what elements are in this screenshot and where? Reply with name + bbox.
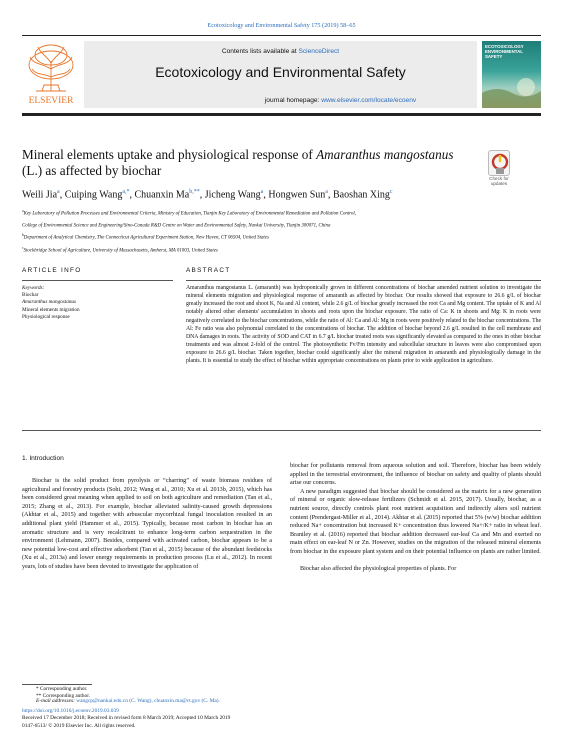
homepage-line — [84, 97, 477, 104]
title-part2: (L.) as affected by biochar — [22, 163, 162, 178]
affiliation-text: Department of Analytical Chemistry, The Connecticut Agricultural Experiment Station, New Haven, CT 06504, United States — [23, 236, 269, 242]
affiliation-line — [22, 244, 541, 256]
corresponding-author-note: * Corresponding author. — [36, 686, 88, 692]
crossmark-button[interactable] — [488, 150, 510, 176]
author-affiliation-marker[interactable]: b,** — [189, 189, 200, 195]
affiliations — [22, 207, 541, 256]
crossmark-label: Check for updates — [489, 176, 509, 186]
body-paragraph: Biochar also affected the physiological properties of plants. For — [300, 566, 457, 573]
received-dates: Received 17 December 2018; Received in revised form 8 March 2019; Accepted 10 March 2019 — [22, 715, 231, 721]
email-label: E-mail addresses: — [36, 698, 77, 704]
affiliation-marker: a — [22, 209, 24, 213]
elsevier-logo — [22, 41, 80, 107]
affiliation-marker: c — [22, 245, 24, 250]
publication-info — [22, 698, 541, 729]
affiliation-line — [22, 219, 541, 231]
keyword-item: Biochar — [22, 292, 39, 299]
author-affiliation-marker[interactable]: a — [57, 189, 60, 195]
elsevier-wordmark: ELSEVIER — [28, 96, 74, 106]
title-part1: Mineral elements uptake and physiological response of — [22, 147, 317, 162]
body-paragraph: Biochar is the solid product from pyrolysis or “charring” of waste biomass residues of agricultural and forestry products (Sohi, 2012; Wang et al., 2010; Xu et al. 2013b, 2015), which has been considered great meaning when applied to soil on both agriculture and remediation (Tan et al., 2015; Zhang et al., 2013). For example, biochar alleviated salinity-caused growth depressions (Akhtar et al., 2015) and together with arbuscular mycorrhizal fungal inoculation resulted in an additional plant yield (Hammer et al., 2015). Typically, because most carbon in biochar has an aromatic structure and is very recalcitrant to enhance long-term carbon sequestration in the environment (Lehmann, 2007). Besides, compared with activated carbon, biochar appears to be a new potential low-cost and effective adsorbent (Tan et al., 2015) because of the abundant feedstocks (Xu et al., 2013a) and lower energy requirements in production process (Lu et al., 2012). In recent years, lots of studies have been devoted to investigate the application of — [22, 478, 272, 570]
abstract-bottom-divider — [22, 430, 541, 431]
body-column-left — [22, 477, 272, 572]
header-thick-divider — [22, 113, 541, 116]
journal-title: Ecotoxicology and Environmental Safety — [155, 64, 406, 80]
author-name[interactable]: Chuanxin Ma — [134, 189, 190, 201]
abstract-heading: ABSTRACT — [186, 267, 231, 274]
journal-citation-line[interactable]: Ecotoxicology and Environmental Safety 175 (2019) 58–65 — [207, 22, 356, 29]
doi-link[interactable]: https://doi.org/10.1016/j.ecoenv.2019.03.039 — [22, 707, 119, 714]
keywords-heading: Keywords: — [22, 285, 45, 291]
cover-text: ECOTOXICOLOGY ENVIRONMENTAL SAFETY — [485, 44, 524, 59]
author-name[interactable]: Cuiping Wang — [64, 189, 123, 201]
author-affiliation-marker[interactable]: a — [325, 189, 328, 195]
copyright-line: 0147-6513/ © 2019 Elsevier Inc. All rights reserved. — [22, 722, 136, 729]
keyword-item: Mineral elements migration — [22, 306, 80, 313]
abstract-divider — [186, 280, 541, 281]
top-divider — [22, 35, 541, 36]
author-affiliation-marker[interactable]: a — [260, 189, 264, 195]
affiliation-marker: b — [22, 233, 24, 238]
title-species: Amaranthus mangostanus — [316, 147, 454, 162]
keywords-divider — [22, 280, 173, 281]
body-column-right — [290, 462, 541, 574]
author-affiliation-marker[interactable]: c — [389, 189, 393, 195]
homepage-link[interactable]: www.elsevier.com/locate/ecoenv — [321, 97, 417, 104]
article-title — [22, 147, 472, 179]
affiliation-text: Stockbridge School of Agriculture, University of Massachusetts, Amherst, MA 01003, United States — [23, 248, 218, 254]
email-links[interactable]: wangcp@nankai.edu.cn (C. Wang), chuanxin.ma@ct.gov (C. Ma). — [76, 698, 220, 704]
keyword-item: Physiological response — [22, 313, 70, 320]
introduction-heading: 1. Introduction — [22, 455, 64, 462]
author-name[interactable]: Weili Jia — [22, 189, 58, 201]
author-name[interactable]: Hongwen Sun — [268, 189, 326, 201]
affiliation-text: College of Environmental Science and Engineering/Sino-Canada R&D Centre on Water and Environmental Safety, Nankai University, Tianjin 300071, China — [22, 223, 331, 229]
homepage-label: journal homepage: — [264, 97, 322, 104]
keywords-block — [22, 285, 172, 321]
affiliation-line — [22, 231, 541, 243]
affiliation-text: Key Laboratory of Pollution Processes and Environmental Criteria, Ministry of Education, Tianjin Key Laboratory of Environmental Remediation and Pollution Control, — [23, 211, 356, 217]
contents-prefix: Contents lists available at — [221, 48, 299, 55]
author-affiliation-marker[interactable]: a,* — [122, 189, 130, 195]
article-info-heading: ARTICLE INFO — [22, 267, 82, 274]
abstract-text: Amaranthus mangostanus L. (amaranth) was hydroponically grown in different concentrations of biochar amended nutrient solution to investigate the mineral elements migration and physiological response of amaranth as affected by biochar. Our results showed that exposure to 26.6 g/L of biochar greatly increased the root and shoot K, Na and Al content, while 2.6 g/L of biochar greatly increased the root Ca and Mg content. The uptake of K and Al notably altered other elements' accumulation in shoots and roots upon the biochar exposure. The ratio of Ca: K in shoots and Mg: K in roots were negatively correlated to the biochar concentrations, while the ratio of Al: Ca and Al: Mg in roots were positively related to the biochar concentrations. The Al: Fe ratio was also polynomial correlated to the concentrations of biochar. The addition of biochar beyond 2.6 g/L resulted in the cell membrane and DNA damages in roots. The activity of SOD and CAT in 6.7 g/L biochar treated roots was significantly elevated as compared to the ones in other biochar treatments and was almost 2-fold of the control. The photosynthetic Fv/Fm intensity and subcellular structure in leaves were also compromised upon exposure to 26.6 g/L biochar. Taken together, biochar could significantly alter the mineral migration in amaranth and physiologically damage in the plants. It is essential to study the effect of biochar within appropriate concentrations on plants prior to wide application in agriculture. — [186, 285, 542, 365]
author-name[interactable]: Jicheng Wang — [204, 189, 261, 201]
body-paragraph: A new paradigm suggested that biochar should be considered as the matrix for a new generation of mineral or organic slow-release fertilizers (Schmidt et al. 2015, 2017). Usually, biochar, as a nutrient source, directly controls plant root nutrient acquisition and indirectly alters soil nutrient content (Prendergast-Miller et al., 2014). Akhtar et al. (2015) reported that 5% (w/w) biochar addition reduced Na+ concentration but increased K+ concentration thus lowered Na+/K+ ratio in wheat leaf. Brantley et al. (2016) reported that biochar addition decreased ear-leaf Ca and Mn and exerted no main effect on ear-leaf N or Zn. However, studies on the migration of the released mineral elements from biochar in the exposure plant system and on their potential influence on plants are rather limited. — [290, 488, 541, 555]
footnote-divider — [22, 684, 92, 685]
sciencedirect-link[interactable]: ScienceDirect — [298, 48, 340, 55]
body-paragraph: biochar for pollutants removal from aqueous solution and soil. Therefore, biochar has been widely applied in the terrestrial environment, the influence of biochar on safety and quality of plants should arise our concerns. — [290, 463, 541, 487]
keyword-item: Amaranthus mangostanus — [22, 299, 77, 306]
corresponding-author-note: ** Corresponding author. — [36, 693, 90, 700]
affiliation-line — [22, 207, 541, 219]
author-list: Weili Jia$^a$, Cuiping Wang$^{a,*}$, Chuanxin $Ma^{b,**}$, Jicheng Wang$^a$, Hongwen Sun$^a$, Baoshan Xing$^c$ — [22, 189, 393, 201]
author-name[interactable]: Baoshan Xing — [332, 189, 390, 201]
contents-line — [84, 48, 477, 55]
